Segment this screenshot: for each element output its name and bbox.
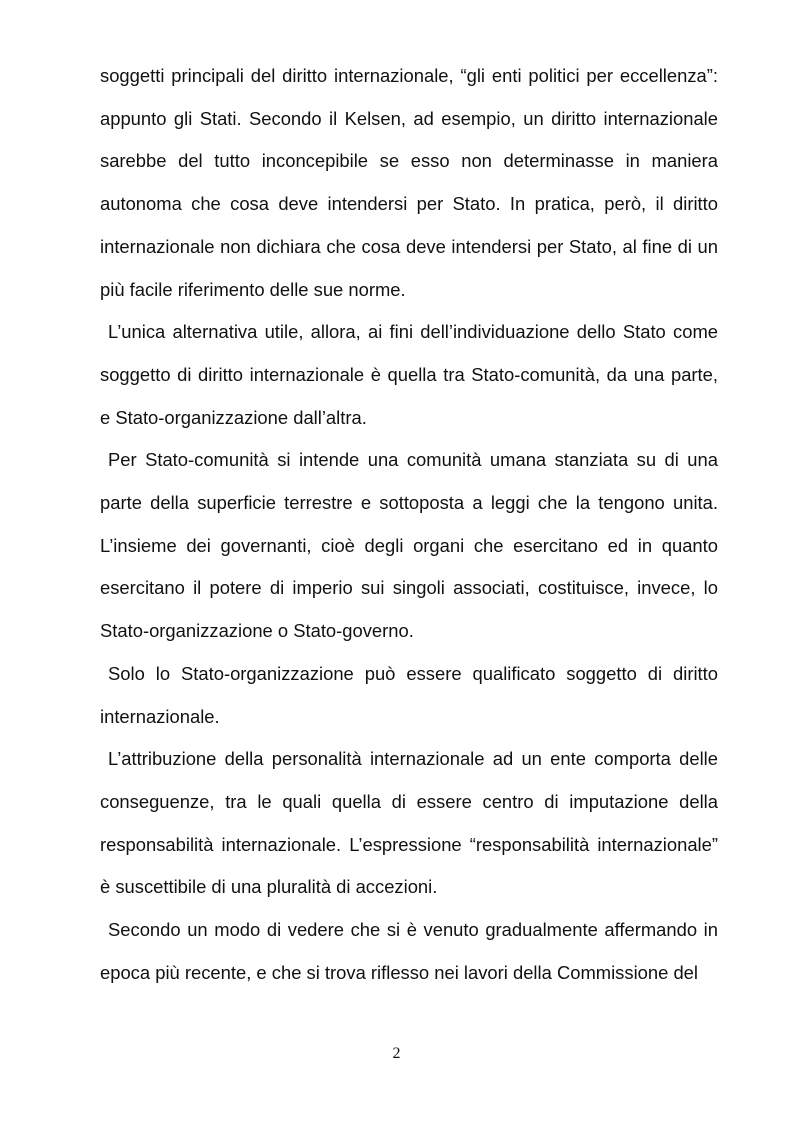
paragraph-5: L’attribuzione della personalità internazionale ad un ente comporta delle conseguenze, tra le quali quella di essere centro di imputazione della responsabilità internazionale. L’espressione “responsabilità internazionale” è suscettibile di una pluralità di accezioni. [100, 748, 718, 898]
paragraph-3: Per Stato-comunità si intende una comunità umana stanziata su di una parte della superficie terrestre e sottoposta a leggi che la tengono unita. L’insieme dei governanti, cioè degli organi che esercitano ed in quanto esercitano il potere di imperio sui singoli associati, costituisce, invece, lo Stato-organizzazione o Stato-governo. [100, 449, 718, 642]
page-number: 2 [392, 1045, 401, 1062]
paragraph-2: L’unica alternativa utile, allora, ai fini dell’individuazione dello Stato come soggetto di diritto internazionale è quella tra Stato-comunità, da una parte, e Stato-organizzazione dall’altra. [100, 321, 718, 428]
paragraph-1: soggetti principali del diritto internazionale, “gli enti politici per eccellenza”: appunto gli Stati. Secondo il Kelsen, ad esempio, un diritto internazionale sarebbe del tutto inconcepibile se esso non determinasse in maniera autonoma che cosa deve intendersi per Stato. In pratica, però, il diritto internazionale non dichiara che cosa deve intendersi per Stato, al fine di un più facile riferimento delle sue norme. [100, 65, 718, 300]
paragraph-4: Solo lo Stato-organizzazione può essere qualificato soggetto di diritto internazionale. [100, 662, 718, 727]
body-text [100, 55, 718, 994]
paragraph-6: Secondo un modo di vedere che si è venuto gradualmente affermando in epoca più recente, e che si trova riflesso nei lavori della Commissione del [100, 919, 718, 983]
